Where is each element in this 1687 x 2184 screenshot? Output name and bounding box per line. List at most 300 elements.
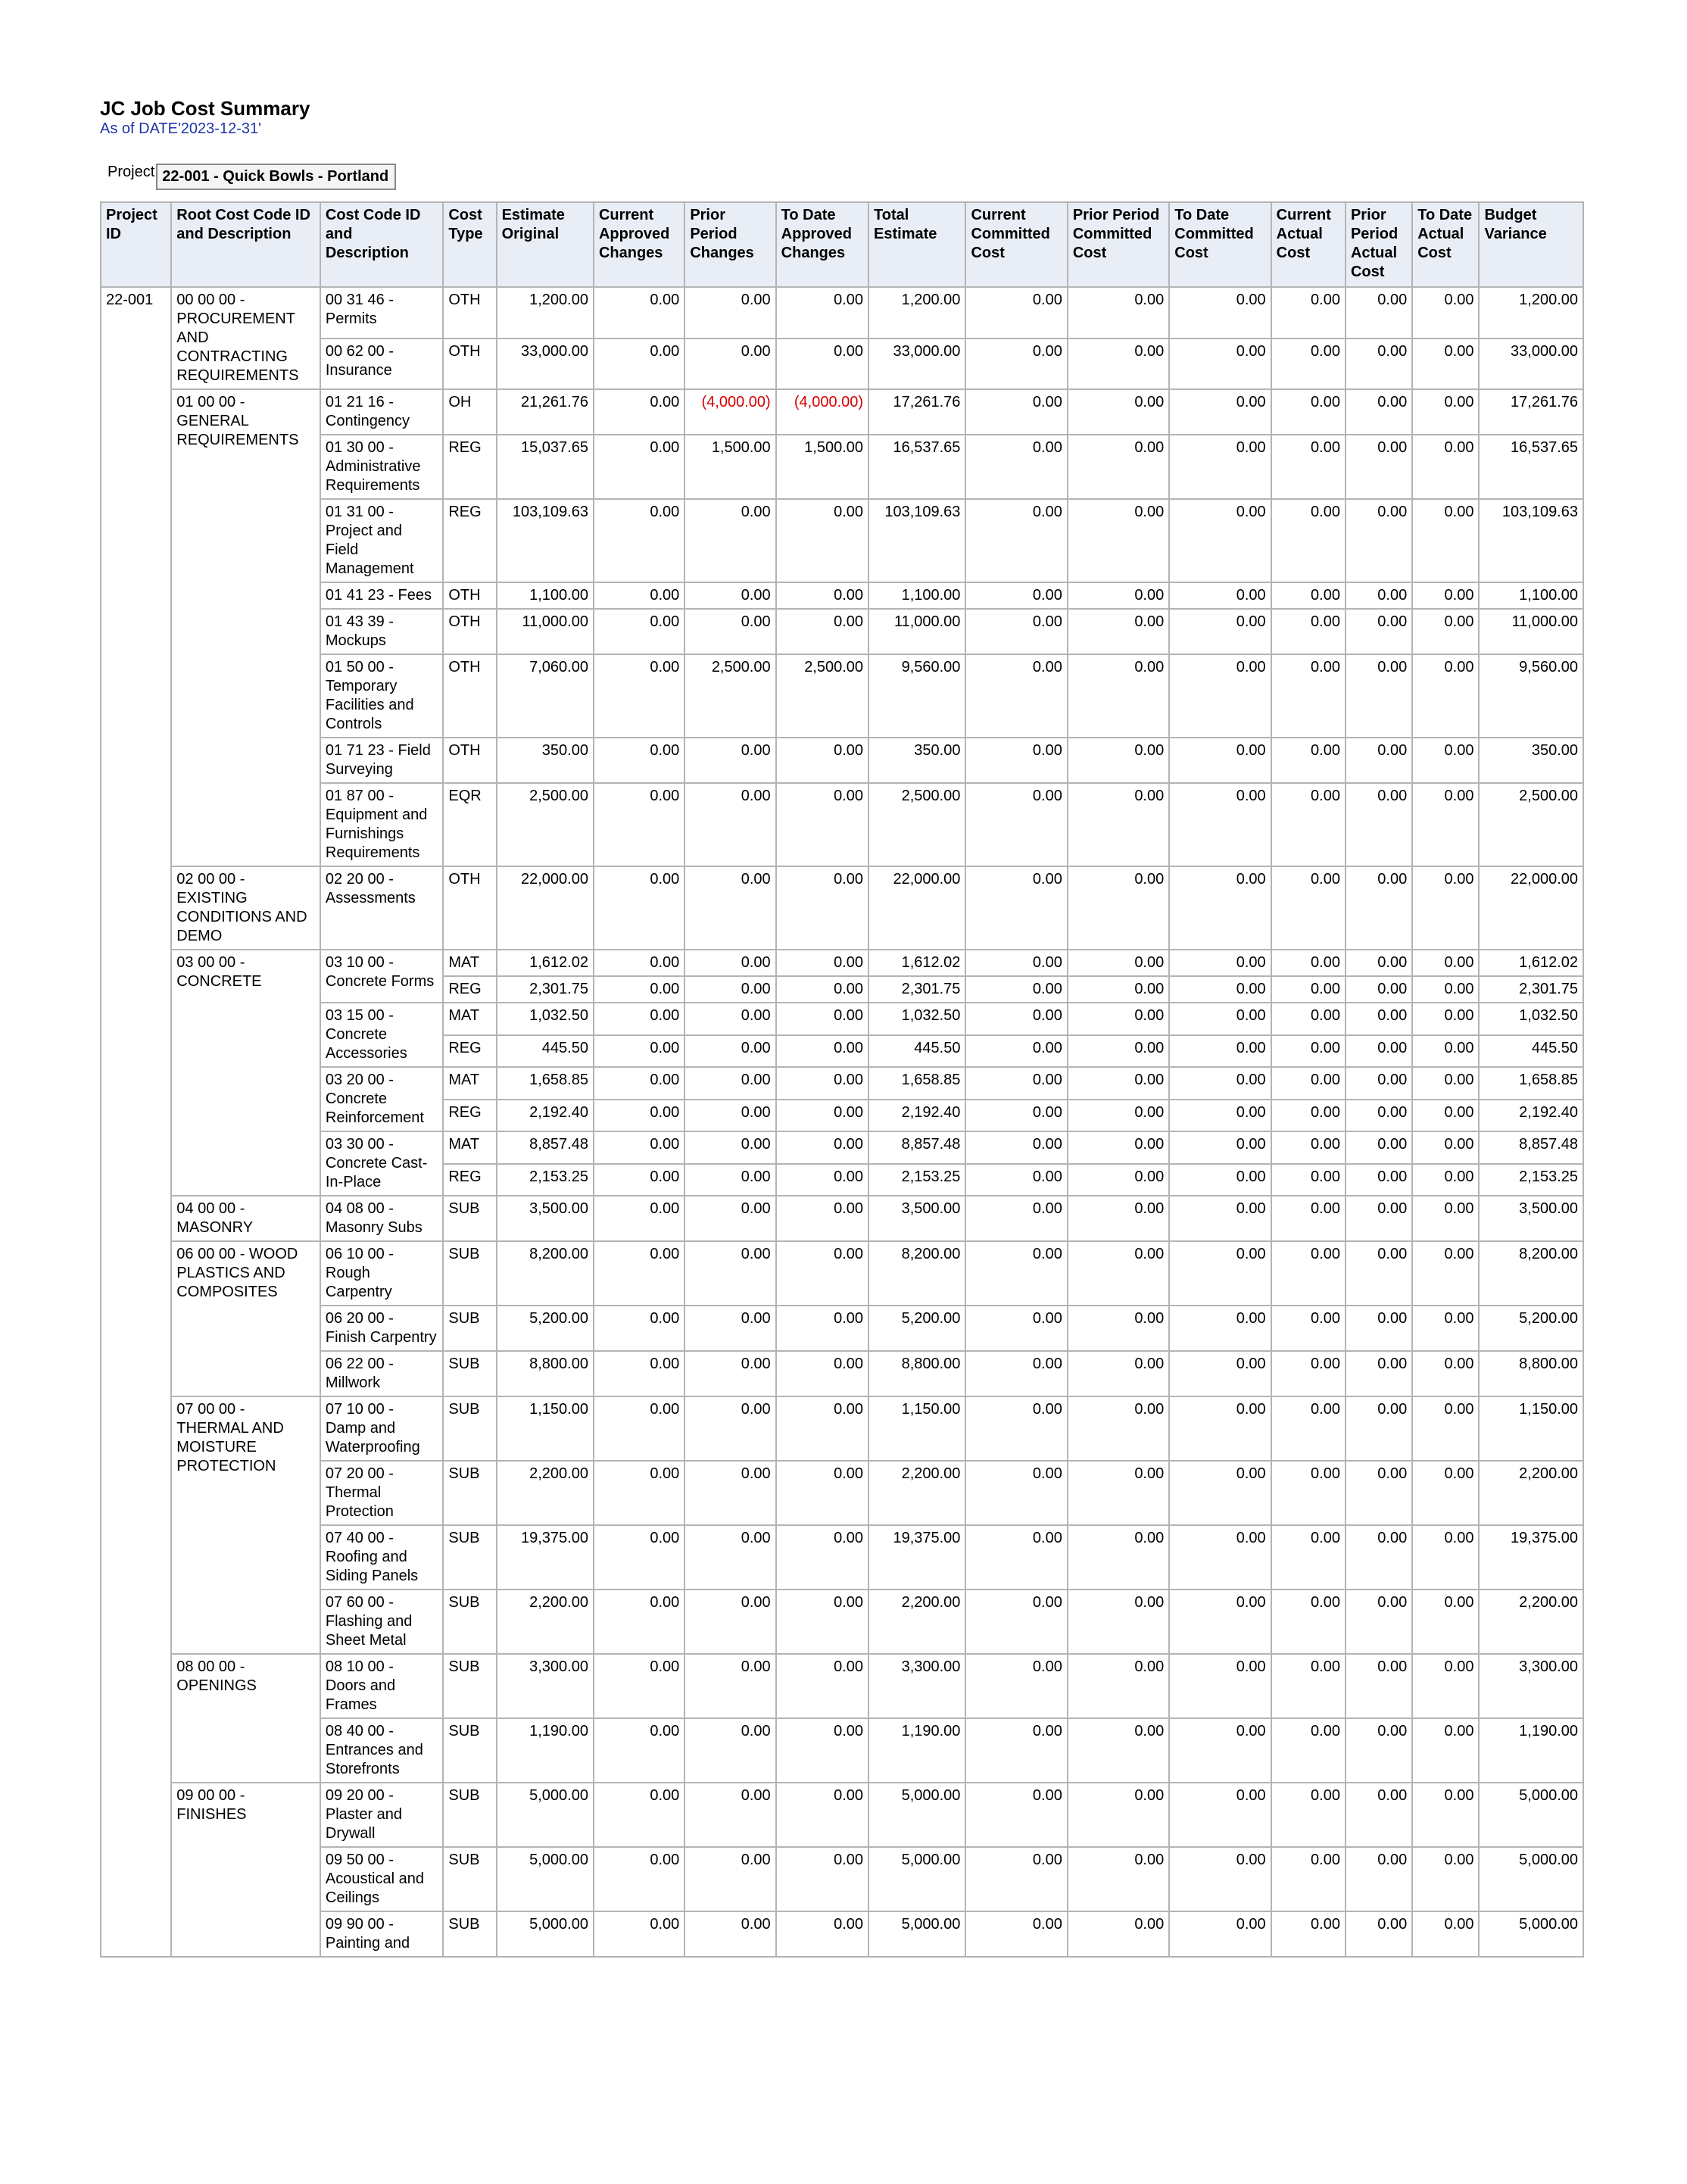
amount-cell: 1,658.85 xyxy=(868,1067,965,1100)
table-row xyxy=(101,1351,1583,1396)
amount-cell: 0.00 xyxy=(1068,1654,1169,1718)
cost-code-cell: 03 15 00 - Concrete Accessories xyxy=(320,1003,443,1067)
amount-cell: 0.00 xyxy=(1068,950,1169,976)
cost-code-cell: 01 50 00 - Temporary Facilities and Controls xyxy=(320,654,443,738)
amount-cell: 0.00 xyxy=(684,1131,775,1164)
amount-cell: 0.00 xyxy=(776,1911,868,1957)
amount-cell: 0.00 xyxy=(1346,287,1412,339)
amount-cell: 5,000.00 xyxy=(497,1783,594,1847)
amount-cell: 0.00 xyxy=(1346,1351,1412,1396)
amount-cell: 1,658.85 xyxy=(1479,1067,1583,1100)
cost-code-cell: 01 87 00 - Equipment and Furnishings Requirements xyxy=(320,783,443,866)
amount-cell: 350.00 xyxy=(497,738,594,783)
cost-code-cell: 02 20 00 - Assessments xyxy=(320,866,443,950)
amount-cell: 0.00 xyxy=(594,950,684,976)
amount-cell: 0.00 xyxy=(1169,339,1271,390)
amount-cell: 0.00 xyxy=(1169,1461,1271,1525)
amount-cell: 0.00 xyxy=(1412,287,1479,339)
amount-cell: 0.00 xyxy=(1068,1131,1169,1164)
amount-cell: 0.00 xyxy=(594,1783,684,1847)
amount-cell: 0.00 xyxy=(1412,582,1479,609)
amount-cell: 0.00 xyxy=(1169,1351,1271,1396)
amount-cell: 0.00 xyxy=(1068,339,1169,390)
amount-cell: 0.00 xyxy=(1169,1783,1271,1847)
amount-cell: 0.00 xyxy=(1271,1067,1346,1100)
amount-cell: 0.00 xyxy=(1169,1718,1271,1783)
amount-cell: 0.00 xyxy=(1169,1241,1271,1306)
amount-cell: 0.00 xyxy=(1169,866,1271,950)
amount-cell: 0.00 xyxy=(1346,738,1412,783)
amount-cell: 0.00 xyxy=(1346,1654,1412,1718)
amount-cell: 0.00 xyxy=(776,1067,868,1100)
amount-cell: 5,200.00 xyxy=(1479,1306,1583,1351)
amount-cell: 2,500.00 xyxy=(684,654,775,738)
amount-cell: 0.00 xyxy=(1068,1306,1169,1351)
amount-cell: 0.00 xyxy=(684,1654,775,1718)
amount-cell: 0.00 xyxy=(594,1100,684,1132)
amount-cell: 1,612.02 xyxy=(1479,950,1583,976)
amount-cell: 0.00 xyxy=(1271,1131,1346,1164)
amount-cell: 0.00 xyxy=(1068,287,1169,339)
amount-cell: 0.00 xyxy=(965,609,1067,654)
amount-cell: 0.00 xyxy=(1412,783,1479,866)
amount-cell: 0.00 xyxy=(965,1847,1067,1911)
amount-cell: 1,190.00 xyxy=(1479,1718,1583,1783)
cost-code-cell: 01 43 39 - Mockups xyxy=(320,609,443,654)
column-header: To Date Actual Cost xyxy=(1412,202,1479,287)
amount-cell: 1,032.50 xyxy=(497,1003,594,1035)
amount-cell: 0.00 xyxy=(684,1100,775,1132)
table-row xyxy=(101,609,1583,654)
amount-cell: 0.00 xyxy=(1346,1306,1412,1351)
amount-cell: 0.00 xyxy=(776,1306,868,1351)
amount-cell: 0.00 xyxy=(1169,1306,1271,1351)
amount-cell: 0.00 xyxy=(1169,389,1271,435)
amount-cell: 19,375.00 xyxy=(868,1525,965,1590)
amount-cell: 33,000.00 xyxy=(868,339,965,390)
amount-cell: 2,500.00 xyxy=(868,783,965,866)
amount-cell: 103,109.63 xyxy=(497,499,594,582)
cost-code-cell: 03 30 00 - Concrete Cast-In-Place xyxy=(320,1131,443,1196)
amount-cell: 8,857.48 xyxy=(868,1131,965,1164)
amount-cell: 2,192.40 xyxy=(868,1100,965,1132)
table-row xyxy=(101,1067,1583,1100)
table-row xyxy=(101,1847,1583,1911)
amount-cell: 22,000.00 xyxy=(497,866,594,950)
amount-cell: 0.00 xyxy=(776,1100,868,1132)
amount-cell: 5,000.00 xyxy=(1479,1911,1583,1957)
amount-cell: 0.00 xyxy=(776,1654,868,1718)
amount-cell: 0.00 xyxy=(965,339,1067,390)
amount-cell: 2,301.75 xyxy=(497,976,594,1003)
cost-type-cell: SUB xyxy=(443,1241,496,1306)
amount-cell: 0.00 xyxy=(684,609,775,654)
amount-cell: 0.00 xyxy=(1068,976,1169,1003)
root-cost-code-cell: 04 00 00 - MASONRY xyxy=(171,1196,320,1241)
project-filter-label: Project xyxy=(108,164,155,180)
amount-cell: 2,500.00 xyxy=(776,654,868,738)
amount-cell: 0.00 xyxy=(684,339,775,390)
amount-cell: 0.00 xyxy=(684,783,775,866)
amount-cell: 0.00 xyxy=(776,1783,868,1847)
amount-cell: 0.00 xyxy=(965,738,1067,783)
amount-cell: 0.00 xyxy=(965,1654,1067,1718)
root-cost-code-cell: 08 00 00 - OPENINGS xyxy=(171,1654,320,1783)
amount-cell: 2,500.00 xyxy=(1479,783,1583,866)
amount-cell: 0.00 xyxy=(1068,1067,1169,1100)
amount-cell: 0.00 xyxy=(1169,1164,1271,1197)
amount-cell: 0.00 xyxy=(684,1351,775,1396)
table-row xyxy=(101,287,1583,339)
amount-cell: 0.00 xyxy=(1412,1196,1479,1241)
table-row xyxy=(101,1131,1583,1164)
amount-cell: (4,000.00) xyxy=(776,389,868,435)
amount-cell: 0.00 xyxy=(594,976,684,1003)
amount-cell: 0.00 xyxy=(1346,1067,1412,1100)
amount-cell: 0.00 xyxy=(776,1396,868,1461)
amount-cell: 0.00 xyxy=(594,1718,684,1783)
amount-cell: 0.00 xyxy=(1068,654,1169,738)
amount-cell: 3,500.00 xyxy=(868,1196,965,1241)
amount-cell: 0.00 xyxy=(965,1351,1067,1396)
table-row xyxy=(101,339,1583,390)
amount-cell: 0.00 xyxy=(1412,389,1479,435)
amount-cell: 0.00 xyxy=(965,1396,1067,1461)
amount-cell: 0.00 xyxy=(1068,1196,1169,1241)
amount-cell: 0.00 xyxy=(1068,1718,1169,1783)
cost-type-cell: MAT xyxy=(443,1067,496,1100)
table-row xyxy=(101,582,1583,609)
amount-cell: 0.00 xyxy=(965,866,1067,950)
amount-cell: 0.00 xyxy=(965,435,1067,499)
amount-cell: 0.00 xyxy=(1068,1590,1169,1654)
amount-cell: 0.00 xyxy=(1346,866,1412,950)
cost-type-cell: REG xyxy=(443,1100,496,1132)
amount-cell: 0.00 xyxy=(1169,435,1271,499)
amount-cell: 0.00 xyxy=(965,499,1067,582)
amount-cell: 0.00 xyxy=(1412,1783,1479,1847)
cost-type-cell: MAT xyxy=(443,1003,496,1035)
amount-cell: 0.00 xyxy=(1169,738,1271,783)
root-cost-code-cell: 01 00 00 - GENERAL REQUIREMENTS xyxy=(171,389,320,866)
amount-cell: 0.00 xyxy=(1068,435,1169,499)
amount-cell: 1,200.00 xyxy=(497,287,594,339)
amount-cell: 8,200.00 xyxy=(1479,1241,1583,1306)
amount-cell: 2,200.00 xyxy=(868,1590,965,1654)
amount-cell: 2,301.75 xyxy=(1479,976,1583,1003)
project-filter-value[interactable]: 22-001 - Quick Bowls - Portland xyxy=(156,164,396,190)
amount-cell: 0.00 xyxy=(776,1847,868,1911)
amount-cell: 3,300.00 xyxy=(868,1654,965,1718)
amount-cell: 3,300.00 xyxy=(497,1654,594,1718)
amount-cell: 0.00 xyxy=(594,339,684,390)
amount-cell: 2,192.40 xyxy=(497,1100,594,1132)
amount-cell: 2,200.00 xyxy=(1479,1590,1583,1654)
amount-cell: 0.00 xyxy=(965,1164,1067,1197)
amount-cell: 22,000.00 xyxy=(1479,866,1583,950)
amount-cell: 0.00 xyxy=(1412,1241,1479,1306)
amount-cell: 0.00 xyxy=(594,1654,684,1718)
amount-cell: 0.00 xyxy=(1271,1911,1346,1957)
amount-cell: 0.00 xyxy=(1412,435,1479,499)
amount-cell: 0.00 xyxy=(594,499,684,582)
column-header: Estimate Original xyxy=(497,202,594,287)
amount-cell: 0.00 xyxy=(1271,976,1346,1003)
table-body xyxy=(101,287,1583,1957)
amount-cell: 0.00 xyxy=(965,1911,1067,1957)
amount-cell: 0.00 xyxy=(1169,1067,1271,1100)
amount-cell: 0.00 xyxy=(594,1035,684,1068)
amount-cell: 0.00 xyxy=(1346,1461,1412,1525)
table-row xyxy=(101,1396,1583,1461)
cost-type-cell: OTH xyxy=(443,654,496,738)
amount-cell: 0.00 xyxy=(1169,1590,1271,1654)
amount-cell: 11,000.00 xyxy=(497,609,594,654)
cost-type-cell: SUB xyxy=(443,1196,496,1241)
amount-cell: 445.50 xyxy=(1479,1035,1583,1068)
cost-code-cell: 06 10 00 - Rough Carpentry xyxy=(320,1241,443,1306)
amount-cell: 0.00 xyxy=(965,976,1067,1003)
amount-cell: 11,000.00 xyxy=(1479,609,1583,654)
amount-cell: 1,100.00 xyxy=(1479,582,1583,609)
amount-cell: 0.00 xyxy=(1271,389,1346,435)
column-header: Current Approved Changes xyxy=(594,202,684,287)
amount-cell: 0.00 xyxy=(1271,1351,1346,1396)
amount-cell: 0.00 xyxy=(965,1131,1067,1164)
cost-code-cell: 07 60 00 - Flashing and Sheet Metal xyxy=(320,1590,443,1654)
amount-cell: 5,200.00 xyxy=(868,1306,965,1351)
amount-cell: 0.00 xyxy=(776,582,868,609)
amount-cell: 0.00 xyxy=(1169,1003,1271,1035)
amount-cell: 2,153.25 xyxy=(1479,1164,1583,1197)
amount-cell: 0.00 xyxy=(1271,866,1346,950)
amount-cell: 0.00 xyxy=(1271,1461,1346,1525)
amount-cell: 1,190.00 xyxy=(868,1718,965,1783)
amount-cell: 0.00 xyxy=(594,1590,684,1654)
amount-cell: 2,200.00 xyxy=(1479,1461,1583,1525)
amount-cell: 0.00 xyxy=(684,582,775,609)
amount-cell: 0.00 xyxy=(1271,1847,1346,1911)
amount-cell: 0.00 xyxy=(1068,1525,1169,1590)
amount-cell: 0.00 xyxy=(1346,1003,1412,1035)
amount-cell: 0.00 xyxy=(594,435,684,499)
amount-cell: 0.00 xyxy=(776,609,868,654)
amount-cell: 0.00 xyxy=(1412,1911,1479,1957)
amount-cell: 0.00 xyxy=(684,1306,775,1351)
amount-cell: 3,500.00 xyxy=(1479,1196,1583,1241)
cost-type-cell: REG xyxy=(443,435,496,499)
cost-type-cell: SUB xyxy=(443,1654,496,1718)
amount-cell: 0.00 xyxy=(1412,1100,1479,1132)
amount-cell: 0.00 xyxy=(594,609,684,654)
amount-cell: 3,500.00 xyxy=(497,1196,594,1241)
cost-code-cell: 06 20 00 - Finish Carpentry xyxy=(320,1306,443,1351)
cost-type-cell: OTH xyxy=(443,339,496,390)
amount-cell: 1,150.00 xyxy=(868,1396,965,1461)
amount-cell: 0.00 xyxy=(1346,1396,1412,1461)
amount-cell: 0.00 xyxy=(1068,1035,1169,1068)
amount-cell: 0.00 xyxy=(1169,1654,1271,1718)
column-header: Budget Variance xyxy=(1479,202,1583,287)
amount-cell: 16,537.65 xyxy=(868,435,965,499)
amount-cell: 0.00 xyxy=(1169,287,1271,339)
amount-cell: 0.00 xyxy=(1271,1654,1346,1718)
cost-type-cell: SUB xyxy=(443,1525,496,1590)
amount-cell: 0.00 xyxy=(594,1241,684,1306)
cost-code-cell: 00 62 00 - Insurance xyxy=(320,339,443,390)
cost-type-cell: OTH xyxy=(443,738,496,783)
amount-cell: 0.00 xyxy=(684,1067,775,1100)
amount-cell: 0.00 xyxy=(1068,1396,1169,1461)
amount-cell: 2,192.40 xyxy=(1479,1100,1583,1132)
amount-cell: 0.00 xyxy=(1412,1035,1479,1068)
amount-cell: 0.00 xyxy=(965,1067,1067,1100)
amount-cell: 5,000.00 xyxy=(868,1847,965,1911)
amount-cell: 0.00 xyxy=(594,654,684,738)
amount-cell: 0.00 xyxy=(1346,783,1412,866)
amount-cell: 0.00 xyxy=(1271,1100,1346,1132)
amount-cell: 16,537.65 xyxy=(1479,435,1583,499)
cost-type-cell: MAT xyxy=(443,1131,496,1164)
table-row xyxy=(101,1783,1583,1847)
cost-type-cell: REG xyxy=(443,1035,496,1068)
amount-cell: 0.00 xyxy=(684,1590,775,1654)
cost-type-cell: OTH xyxy=(443,609,496,654)
amount-cell: 0.00 xyxy=(594,1131,684,1164)
amount-cell: 0.00 xyxy=(776,950,868,976)
amount-cell: 0.00 xyxy=(1068,609,1169,654)
amount-cell: 0.00 xyxy=(965,1590,1067,1654)
amount-cell: 7,060.00 xyxy=(497,654,594,738)
column-header: Current Committed Cost xyxy=(965,202,1067,287)
root-cost-code-cell: 07 00 00 - THERMAL AND MOISTURE PROTECTION xyxy=(171,1396,320,1654)
amount-cell: 5,000.00 xyxy=(497,1911,594,1957)
amount-cell: 33,000.00 xyxy=(497,339,594,390)
amount-cell: 0.00 xyxy=(684,950,775,976)
report-page xyxy=(100,97,1584,1952)
amount-cell: 0.00 xyxy=(1271,1590,1346,1654)
cost-code-cell: 08 10 00 - Doors and Frames xyxy=(320,1654,443,1718)
cost-type-cell: SUB xyxy=(443,1351,496,1396)
amount-cell: 0.00 xyxy=(684,1525,775,1590)
cost-code-cell: 06 22 00 - Millwork xyxy=(320,1351,443,1396)
cost-type-cell: SUB xyxy=(443,1911,496,1957)
table-row xyxy=(101,866,1583,950)
amount-cell: 1,150.00 xyxy=(1479,1396,1583,1461)
amount-cell: 0.00 xyxy=(1412,1351,1479,1396)
amount-cell: 0.00 xyxy=(684,738,775,783)
cost-type-cell: REG xyxy=(443,499,496,582)
amount-cell: 19,375.00 xyxy=(1479,1525,1583,1590)
root-cost-code-cell: 02 00 00 - EXISTING CONDITIONS AND DEMO xyxy=(171,866,320,950)
amount-cell: 0.00 xyxy=(1068,1003,1169,1035)
amount-cell: 0.00 xyxy=(965,1525,1067,1590)
amount-cell: 1,150.00 xyxy=(497,1396,594,1461)
amount-cell: 1,612.02 xyxy=(868,950,965,976)
cost-type-cell: MAT xyxy=(443,950,496,976)
amount-cell: 0.00 xyxy=(776,738,868,783)
amount-cell: 0.00 xyxy=(1346,654,1412,738)
amount-cell: 0.00 xyxy=(594,783,684,866)
cost-type-cell: SUB xyxy=(443,1306,496,1351)
amount-cell: 0.00 xyxy=(1169,1131,1271,1164)
cost-code-cell: 04 08 00 - Masonry Subs xyxy=(320,1196,443,1241)
amount-cell: 0.00 xyxy=(684,1847,775,1911)
column-header: Cost Type xyxy=(443,202,496,287)
amount-cell: 0.00 xyxy=(965,1783,1067,1847)
amount-cell: 0.00 xyxy=(1169,609,1271,654)
amount-cell: 0.00 xyxy=(1169,950,1271,976)
amount-cell: 1,190.00 xyxy=(497,1718,594,1783)
cost-type-cell: OTH xyxy=(443,866,496,950)
amount-cell: 0.00 xyxy=(1068,783,1169,866)
amount-cell: 0.00 xyxy=(776,1035,868,1068)
amount-cell: 0.00 xyxy=(1271,950,1346,976)
amount-cell: 0.00 xyxy=(776,1164,868,1197)
amount-cell: 0.00 xyxy=(1271,738,1346,783)
table-row xyxy=(101,1525,1583,1590)
amount-cell: 3,300.00 xyxy=(1479,1654,1583,1718)
cost-code-cell: 01 71 23 - Field Surveying xyxy=(320,738,443,783)
cost-code-cell: 09 90 00 - Painting and xyxy=(320,1911,443,1957)
amount-cell: 0.00 xyxy=(965,1100,1067,1132)
amount-cell: 0.00 xyxy=(594,1003,684,1035)
amount-cell: 5,000.00 xyxy=(868,1783,965,1847)
amount-cell: 0.00 xyxy=(1271,435,1346,499)
amount-cell: 0.00 xyxy=(1271,499,1346,582)
amount-cell: 0.00 xyxy=(776,1461,868,1525)
amount-cell: 1,612.02 xyxy=(497,950,594,976)
amount-cell: 0.00 xyxy=(1169,976,1271,1003)
amount-cell: 0.00 xyxy=(776,287,868,339)
table-header-row xyxy=(101,202,1583,287)
cost-type-cell: SUB xyxy=(443,1590,496,1654)
amount-cell: 0.00 xyxy=(1412,499,1479,582)
amount-cell: 0.00 xyxy=(1346,435,1412,499)
amount-cell: 0.00 xyxy=(684,1718,775,1783)
root-cost-code-cell: 03 00 00 - CONCRETE xyxy=(171,950,320,1196)
amount-cell: 0.00 xyxy=(594,1396,684,1461)
cost-code-cell: 07 40 00 - Roofing and Siding Panels xyxy=(320,1525,443,1590)
amount-cell: 5,000.00 xyxy=(868,1911,965,1957)
amount-cell: 0.00 xyxy=(594,1847,684,1911)
amount-cell: 0.00 xyxy=(1271,654,1346,738)
column-header: Prior Period Committed Cost xyxy=(1068,202,1169,287)
amount-cell: 103,109.63 xyxy=(868,499,965,582)
amount-cell: 8,200.00 xyxy=(497,1241,594,1306)
amount-cell: 0.00 xyxy=(684,1241,775,1306)
amount-cell: 0.00 xyxy=(1169,1911,1271,1957)
column-header: Root Cost Code ID and Description xyxy=(171,202,320,287)
amount-cell: 0.00 xyxy=(684,287,775,339)
amount-cell: 0.00 xyxy=(1068,499,1169,582)
amount-cell: 0.00 xyxy=(1346,499,1412,582)
report-subtitle: As of DATE'2023-12-31' xyxy=(100,120,261,137)
amount-cell: 0.00 xyxy=(776,1003,868,1035)
amount-cell: 0.00 xyxy=(594,389,684,435)
amount-cell: 0.00 xyxy=(1346,1525,1412,1590)
table-row xyxy=(101,1654,1583,1718)
amount-cell: 350.00 xyxy=(868,738,965,783)
amount-cell: 0.00 xyxy=(1346,1847,1412,1911)
amount-cell: 0.00 xyxy=(1412,1718,1479,1783)
amount-cell: 0.00 xyxy=(684,1003,775,1035)
amount-cell: 1,200.00 xyxy=(1479,287,1583,339)
amount-cell: 0.00 xyxy=(776,1131,868,1164)
amount-cell: 0.00 xyxy=(965,1003,1067,1035)
cost-code-cell: 03 10 00 - Concrete Forms xyxy=(320,950,443,1003)
cost-code-cell: 01 30 00 - Administrative Requirements xyxy=(320,435,443,499)
